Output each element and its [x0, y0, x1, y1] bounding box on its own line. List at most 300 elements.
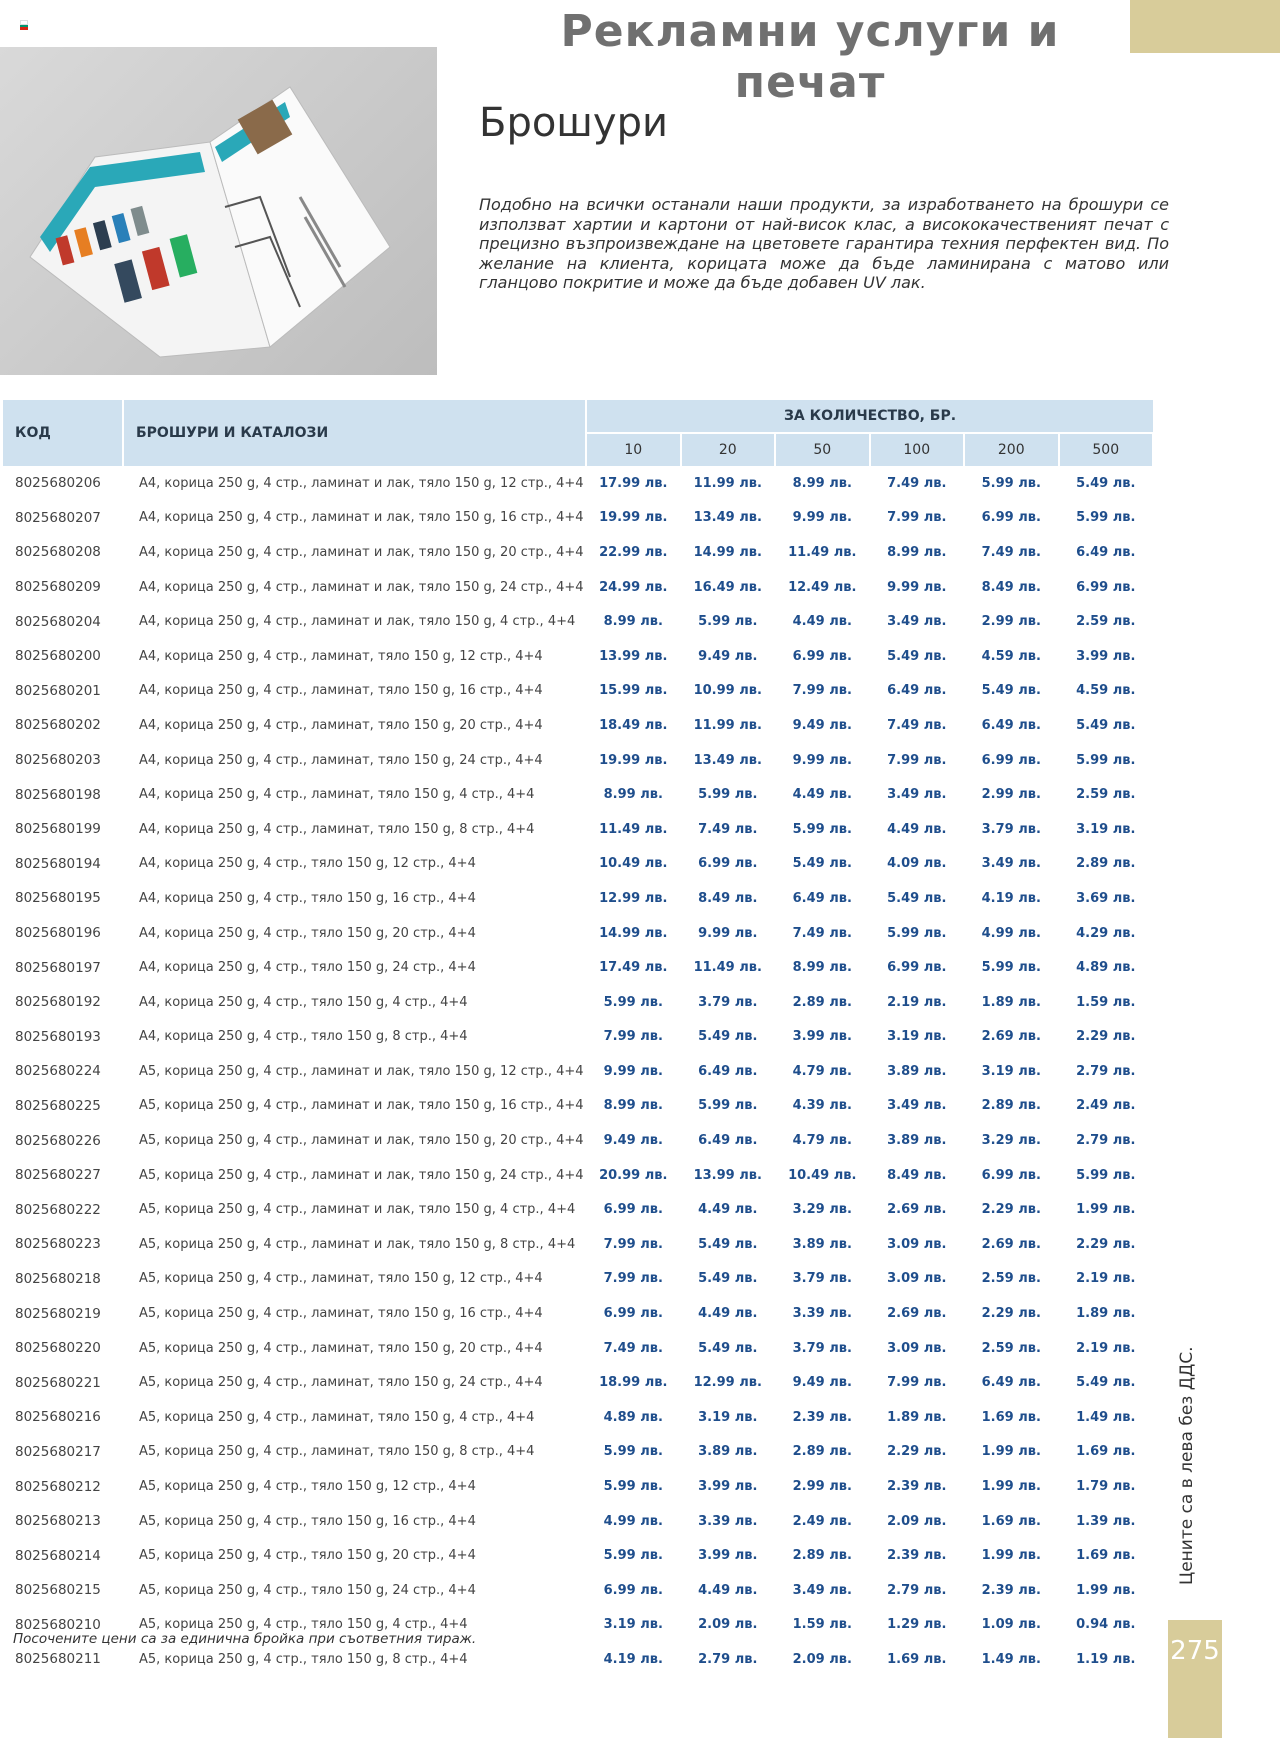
product-description: А4, корица 250 g, 4 стр., ламинат и лак, тяло 150 g, 16 стр., 4+4	[139, 510, 584, 526]
price-cell: 8.49 лв.	[981, 579, 1041, 595]
price-cell: 9.99 лв.	[603, 1063, 663, 1079]
flag-icon	[20, 20, 28, 28]
price-cell: 18.99 лв.	[599, 1375, 668, 1391]
price-cell: 6.99 лв.	[603, 1202, 663, 1218]
price-cell: 4.59 лв.	[1076, 683, 1136, 699]
price-cell: 12.99 лв.	[693, 1375, 762, 1391]
price-cell: 17.99 лв.	[599, 475, 668, 491]
column-header-name: БРОШУРИ И КАТАЛОЗИ	[123, 400, 586, 466]
product-description: А4, корица 250 g, 4 стр., тяло 150 g, 4 стр., 4+4	[139, 994, 468, 1010]
product-code: 8025680201	[15, 682, 101, 699]
table-row	[3, 1365, 1153, 1400]
price-cell: 2.79 лв.	[887, 1582, 947, 1598]
price-cell: 5.49 лв.	[1076, 717, 1136, 733]
price-cell: 2.29 лв.	[1076, 1236, 1136, 1252]
price-cell: 2.89 лв.	[981, 1098, 1041, 1114]
price-cell: 2.19 лв.	[1076, 1271, 1136, 1287]
price-cell: 4.49 лв.	[698, 1306, 758, 1322]
table-row	[3, 812, 1153, 847]
price-cell: 4.49 лв.	[698, 1582, 758, 1598]
price-cell: 3.19 лв.	[1076, 821, 1136, 837]
price-cell: 9.49 лв.	[603, 1133, 663, 1149]
price-cell: 10.49 лв.	[788, 1167, 857, 1183]
price-cell: 1.99 лв.	[1076, 1582, 1136, 1598]
price-cell: 9.49 лв.	[792, 1375, 852, 1391]
price-cell: 5.49 лв.	[792, 856, 852, 872]
price-cell: 5.49 лв.	[887, 648, 947, 664]
price-cell: 2.59 лв.	[1076, 787, 1136, 803]
price-cell: 2.29 лв.	[1076, 1029, 1136, 1045]
price-cell: 6.49 лв.	[1076, 544, 1136, 560]
product-description: А4, корица 250 g, 4 стр., ламинат и лак, тяло 150 g, 24 стр., 4+4	[139, 579, 584, 595]
price-cell: 4.99 лв.	[603, 1513, 663, 1529]
price-cell: 3.99 лв.	[1076, 648, 1136, 664]
price-cell: 5.49 лв.	[698, 1236, 758, 1252]
price-cell: 3.29 лв.	[981, 1133, 1041, 1149]
table-row	[3, 604, 1153, 639]
product-code: 8025680200	[15, 648, 101, 665]
price-cell: 4.29 лв.	[1076, 925, 1136, 941]
price-cell: 2.79 лв.	[698, 1651, 758, 1667]
price-cell: 22.99 лв.	[599, 544, 668, 560]
table-row	[3, 1089, 1153, 1124]
price-cell: 2.89 лв.	[792, 994, 852, 1010]
product-code: 8025680227	[15, 1167, 101, 1184]
price-cell: 7.99 лв.	[887, 1375, 947, 1391]
price-cell: 2.99 лв.	[981, 614, 1041, 630]
price-cell: 4.19 лв.	[981, 890, 1041, 906]
price-cell: 3.79 лв.	[981, 821, 1041, 837]
product-code: 8025680209	[15, 579, 101, 596]
price-cell: 2.39 лв.	[887, 1479, 947, 1495]
product-code: 8025680220	[15, 1340, 101, 1357]
price-cell: 16.49 лв.	[693, 579, 762, 595]
table-row	[3, 743, 1153, 778]
price-cell: 1.59 лв.	[792, 1617, 852, 1633]
price-cell: 3.99 лв.	[792, 1029, 852, 1045]
price-cell: 9.99 лв.	[792, 752, 852, 768]
price-cell: 6.99 лв.	[981, 1167, 1041, 1183]
product-description: А4, корица 250 g, 4 стр., ламинат, тяло 150 g, 4 стр., 4+4	[139, 787, 535, 803]
price-cell: 3.19 лв.	[698, 1409, 758, 1425]
price-cell: 7.49 лв.	[792, 925, 852, 941]
product-description: А5, корица 250 g, 4 стр., ламинат и лак, тяло 150 g, 16 стр., 4+4	[139, 1098, 584, 1114]
column-header-qty: 100	[870, 433, 965, 466]
product-description: А5, корица 250 g, 4 стр., ламинат, тяло 150 g, 24 стр., 4+4	[139, 1375, 543, 1391]
table-row	[3, 1469, 1153, 1504]
price-cell: 4.79 лв.	[792, 1133, 852, 1149]
price-cell: 4.49 лв.	[792, 787, 852, 803]
product-code: 8025680204	[15, 613, 101, 630]
column-header-qty: 10	[586, 433, 681, 466]
price-cell: 2.69 лв.	[887, 1202, 947, 1218]
price-cell: 3.09 лв.	[887, 1236, 947, 1252]
product-code: 8025680207	[15, 509, 101, 526]
price-cell: 4.59 лв.	[981, 648, 1041, 664]
product-description: А4, корица 250 g, 4 стр., тяло 150 g, 8 стр., 4+4	[139, 1029, 468, 1045]
table-row	[3, 777, 1153, 812]
price-cell: 6.99 лв.	[887, 960, 947, 976]
product-code: 8025680203	[15, 752, 101, 769]
table-row	[3, 1435, 1153, 1470]
price-cell: 8.99 лв.	[603, 614, 663, 630]
price-cell: 19.99 лв.	[599, 510, 668, 526]
price-cell: 7.49 лв.	[887, 717, 947, 733]
price-cell: 4.99 лв.	[981, 925, 1041, 941]
price-cell: 1.99 лв.	[981, 1548, 1041, 1564]
table-row	[3, 1262, 1153, 1297]
section-title: Брошури	[479, 100, 668, 146]
price-cell: 7.49 лв.	[603, 1340, 663, 1356]
price-cell: 7.99 лв.	[887, 752, 947, 768]
table-row	[3, 570, 1153, 605]
price-cell: 19.99 лв.	[599, 752, 668, 768]
price-cell: 8.99 лв.	[603, 1098, 663, 1114]
price-cell: 11.49 лв.	[693, 960, 762, 976]
product-description: А5, корица 250 g, 4 стр., ламинат и лак, тяло 150 g, 24 стр., 4+4	[139, 1167, 584, 1183]
price-cell: 8.99 лв.	[887, 544, 947, 560]
table-row	[3, 1054, 1153, 1089]
price-cell: 4.19 лв.	[603, 1651, 663, 1667]
price-cell: 5.49 лв.	[698, 1271, 758, 1287]
price-cell: 2.99 лв.	[792, 1479, 852, 1495]
product-code: 8025680193	[15, 1028, 101, 1045]
product-description: А4, корица 250 g, 4 стр., ламинат и лак, тяло 150 g, 12 стр., 4+4	[139, 475, 584, 491]
price-cell: 2.09 лв.	[792, 1651, 852, 1667]
price-cell: 1.69 лв.	[981, 1513, 1041, 1529]
price-cell: 3.99 лв.	[698, 1548, 758, 1564]
price-cell: 2.89 лв.	[1076, 856, 1136, 872]
price-cell: 3.49 лв.	[887, 1098, 947, 1114]
price-cell: 12.99 лв.	[599, 890, 668, 906]
product-code: 8025680214	[15, 1547, 101, 1564]
price-cell: 10.99 лв.	[693, 683, 762, 699]
price-cell: 9.99 лв.	[887, 579, 947, 595]
product-description: А4, корица 250 g, 4 стр., ламинат, тяло 150 g, 20 стр., 4+4	[139, 717, 543, 733]
product-description: А5, корица 250 g, 4 стр., ламинат, тяло 150 g, 16 стр., 4+4	[139, 1306, 543, 1322]
product-code: 8025680225	[15, 1097, 101, 1114]
price-cell: 2.09 лв.	[887, 1513, 947, 1529]
price-cell: 5.49 лв.	[1076, 475, 1136, 491]
price-cell: 4.39 лв.	[792, 1098, 852, 1114]
product-code: 8025680222	[15, 1201, 101, 1218]
price-cell: 1.59 лв.	[1076, 994, 1136, 1010]
price-cell: 7.99 лв.	[887, 510, 947, 526]
price-cell: 3.99 лв.	[698, 1479, 758, 1495]
price-cell: 5.99 лв.	[1076, 1167, 1136, 1183]
price-cell: 5.99 лв.	[698, 614, 758, 630]
price-cell: 5.99 лв.	[603, 1479, 663, 1495]
section-intro: Подобно на всички останали наши продукти, за изработването на брошури се използват хартии и картони от най-висок клас, а висококачественият печат с прецизно възпроизвеждане на цветовете гарантира техния перфектен вид. По желание на клиента, корицата може да бъде ламинирана с матово или гланцово покритие и може да бъде добавен UV лак.	[479, 195, 1169, 292]
price-cell: 14.99 лв.	[693, 544, 762, 560]
price-cell: 2.69 лв.	[887, 1306, 947, 1322]
price-cell: 7.99 лв.	[603, 1271, 663, 1287]
price-cell: 5.99 лв.	[603, 994, 663, 1010]
table-row	[3, 708, 1153, 743]
product-code: 8025680210	[15, 1616, 101, 1633]
price-cell: 18.49 лв.	[599, 717, 668, 733]
price-cell: 3.49 лв.	[887, 614, 947, 630]
price-cell: 7.49 лв.	[981, 544, 1041, 560]
price-cell: 3.09 лв.	[887, 1271, 947, 1287]
price-cell: 13.49 лв.	[693, 510, 762, 526]
product-code: 8025680215	[15, 1582, 101, 1599]
product-description: А5, корица 250 g, 4 стр., ламинат и лак, тяло 150 g, 8 стр., 4+4	[139, 1236, 576, 1252]
table-row	[3, 1642, 1153, 1677]
price-cell: 4.89 лв.	[603, 1409, 663, 1425]
price-cell: 3.89 лв.	[887, 1063, 947, 1079]
price-cell: 14.99 лв.	[599, 925, 668, 941]
vat-note: Цените са в лева без ДДС.	[1177, 1346, 1197, 1585]
price-cell: 8.49 лв.	[698, 890, 758, 906]
table-row	[3, 1123, 1153, 1158]
price-cell: 17.49 лв.	[599, 960, 668, 976]
price-cell: 7.99 лв.	[603, 1029, 663, 1045]
table-row	[3, 535, 1153, 570]
price-cell: 13.49 лв.	[693, 752, 762, 768]
price-cell: 6.49 лв.	[792, 890, 852, 906]
price-cell: 8.49 лв.	[887, 1167, 947, 1183]
price-cell: 2.39 лв.	[792, 1409, 852, 1425]
table-row	[3, 881, 1153, 916]
product-description: А4, корица 250 g, 4 стр., ламинат, тяло 150 g, 16 стр., 4+4	[139, 683, 543, 699]
price-cell: 0.94 лв.	[1076, 1617, 1136, 1633]
price-cell: 6.99 лв.	[981, 510, 1041, 526]
table-row	[3, 950, 1153, 985]
product-code: 8025680194	[15, 855, 101, 872]
price-cell: 11.99 лв.	[693, 475, 762, 491]
price-cell: 6.49 лв.	[698, 1133, 758, 1149]
table-row	[3, 1296, 1153, 1331]
price-cell: 24.99 лв.	[599, 579, 668, 595]
product-description: А5, корица 250 g, 4 стр., ламинат, тяло 150 g, 20 стр., 4+4	[139, 1340, 543, 1356]
product-description: А5, корица 250 g, 4 стр., ламинат, тяло 150 g, 12 стр., 4+4	[139, 1271, 543, 1287]
price-cell: 5.99 лв.	[1076, 510, 1136, 526]
table-row	[3, 1020, 1153, 1055]
price-cell: 4.49 лв.	[698, 1202, 758, 1218]
price-cell: 2.89 лв.	[792, 1548, 852, 1564]
column-header-code: КОД	[3, 400, 123, 466]
price-cell: 12.49 лв.	[788, 579, 857, 595]
price-cell: 6.49 лв.	[887, 683, 947, 699]
price-cell: 6.49 лв.	[698, 1063, 758, 1079]
price-cell: 5.49 лв.	[1076, 1375, 1136, 1391]
table-row	[3, 639, 1153, 674]
price-cell: 3.79 лв.	[792, 1271, 852, 1287]
price-cell: 13.99 лв.	[693, 1167, 762, 1183]
price-cell: 1.99 лв.	[981, 1444, 1041, 1460]
price-cell: 6.99 лв.	[603, 1582, 663, 1598]
price-cell: 2.49 лв.	[1076, 1098, 1136, 1114]
price-cell: 3.39 лв.	[792, 1306, 852, 1322]
price-cell: 9.49 лв.	[698, 648, 758, 664]
price-cell: 2.09 лв.	[698, 1617, 758, 1633]
price-table	[3, 400, 1154, 1677]
table-row	[3, 1400, 1153, 1435]
price-cell: 2.99 лв.	[981, 787, 1041, 803]
price-cell: 5.99 лв.	[792, 821, 852, 837]
column-header-qty: 20	[681, 433, 776, 466]
price-cell: 2.79 лв.	[1076, 1063, 1136, 1079]
product-description: А5, корица 250 g, 4 стр., ламинат, тяло 150 g, 4 стр., 4+4	[139, 1409, 535, 1425]
product-code: 8025680219	[15, 1305, 101, 1322]
product-description: А5, корица 250 g, 4 стр., тяло 150 g, 16 стр., 4+4	[139, 1513, 476, 1529]
product-code: 8025680195	[15, 890, 101, 907]
price-cell: 3.89 лв.	[887, 1133, 947, 1149]
price-cell: 7.99 лв.	[792, 683, 852, 699]
product-code: 8025680202	[15, 717, 101, 734]
price-cell: 4.49 лв.	[887, 821, 947, 837]
product-code: 8025680206	[15, 475, 101, 492]
price-cell: 8.99 лв.	[603, 787, 663, 803]
table-row	[3, 1158, 1153, 1193]
table-row	[3, 1538, 1153, 1573]
price-cell: 1.09 лв.	[981, 1617, 1041, 1633]
price-cell: 2.69 лв.	[981, 1029, 1041, 1045]
price-cell: 3.49 лв.	[887, 787, 947, 803]
product-description: А5, корица 250 g, 4 стр., тяло 150 g, 20 стр., 4+4	[139, 1548, 476, 1564]
price-cell: 1.19 лв.	[1076, 1651, 1136, 1667]
price-cell: 1.39 лв.	[1076, 1513, 1136, 1529]
table-row	[3, 985, 1153, 1020]
price-cell: 3.69 лв.	[1076, 890, 1136, 906]
column-header-qty: 500	[1059, 433, 1154, 466]
footnote: Посочените цени са за единична бройка при съответния тираж.	[13, 1631, 477, 1647]
product-description: А4, корица 250 g, 4 стр., тяло 150 g, 12 стр., 4+4	[139, 856, 476, 872]
price-cell: 3.39 лв.	[698, 1513, 758, 1529]
price-cell: 6.99 лв.	[792, 648, 852, 664]
product-description: А4, корица 250 g, 4 стр., ламинат и лак, тяло 150 g, 4 стр., 4+4	[139, 614, 576, 630]
price-cell: 3.19 лв.	[887, 1029, 947, 1045]
product-description: А4, корица 250 g, 4 стр., тяло 150 g, 16 стр., 4+4	[139, 890, 476, 906]
price-cell: 6.49 лв.	[981, 717, 1041, 733]
price-cell: 1.89 лв.	[1076, 1306, 1136, 1322]
product-description: А4, корица 250 g, 4 стр., ламинат и лак, тяло 150 g, 20 стр., 4+4	[139, 544, 584, 560]
product-description: А4, корица 250 g, 4 стр., ламинат, тяло 150 g, 24 стр., 4+4	[139, 752, 543, 768]
product-description: А5, корица 250 g, 4 стр., тяло 150 g, 8 стр., 4+4	[139, 1651, 468, 1667]
price-cell: 6.99 лв.	[1076, 579, 1136, 595]
price-cell: 2.79 лв.	[1076, 1133, 1136, 1149]
header-accent-tab	[1130, 0, 1280, 53]
price-cell: 1.69 лв.	[1076, 1444, 1136, 1460]
price-cell: 3.79 лв.	[698, 994, 758, 1010]
price-cell: 13.99 лв.	[599, 648, 668, 664]
price-cell: 5.99 лв.	[603, 1444, 663, 1460]
price-cell: 2.69 лв.	[981, 1236, 1041, 1252]
price-cell: 3.89 лв.	[792, 1236, 852, 1252]
price-cell: 10.49 лв.	[599, 856, 668, 872]
price-cell: 7.49 лв.	[698, 821, 758, 837]
product-description: А5, корица 250 g, 4 стр., ламинат, тяло 150 g, 8 стр., 4+4	[139, 1444, 535, 1460]
price-cell: 3.29 лв.	[792, 1202, 852, 1218]
price-cell: 2.59 лв.	[981, 1271, 1041, 1287]
price-cell: 3.19 лв.	[981, 1063, 1041, 1079]
price-cell: 2.29 лв.	[981, 1306, 1041, 1322]
table-row	[3, 847, 1153, 882]
product-code: 8025680226	[15, 1132, 101, 1149]
product-code: 8025680196	[15, 925, 101, 942]
product-code: 8025680224	[15, 1063, 101, 1080]
product-code: 8025680216	[15, 1409, 101, 1426]
price-cell: 3.89 лв.	[698, 1444, 758, 1460]
price-cell: 3.09 лв.	[887, 1340, 947, 1356]
price-cell: 1.79 лв.	[1076, 1479, 1136, 1495]
product-code: 8025680212	[15, 1478, 101, 1495]
price-cell: 6.49 лв.	[981, 1375, 1041, 1391]
price-cell: 9.99 лв.	[792, 510, 852, 526]
product-description: А5, корица 250 g, 4 стр., ламинат и лак, тяло 150 g, 12 стр., 4+4	[139, 1063, 584, 1079]
table-row	[3, 466, 1153, 501]
table-row	[3, 1331, 1153, 1366]
price-cell: 5.99 лв.	[981, 475, 1041, 491]
brochure-photo	[0, 47, 437, 375]
page-header-title: Рекламни услуги и печат	[560, 6, 1060, 108]
product-code: 8025680218	[15, 1270, 101, 1287]
product-code: 8025680223	[15, 1236, 101, 1253]
product-description: А5, корица 250 g, 4 стр., ламинат и лак, тяло 150 g, 4 стр., 4+4	[139, 1202, 576, 1218]
product-description: А5, корица 250 g, 4 стр., тяло 150 g, 12 стр., 4+4	[139, 1479, 476, 1495]
table-row	[3, 501, 1153, 536]
price-cell: 5.49 лв.	[698, 1340, 758, 1356]
product-code: 8025680211	[15, 1651, 101, 1668]
price-cell: 4.89 лв.	[1076, 960, 1136, 976]
price-cell: 1.99 лв.	[1076, 1202, 1136, 1218]
price-cell: 1.99 лв.	[981, 1479, 1041, 1495]
price-cell: 7.49 лв.	[887, 475, 947, 491]
price-cell: 6.99 лв.	[603, 1306, 663, 1322]
product-description: А5, корица 250 g, 4 стр., тяло 150 g, 24 стр., 4+4	[139, 1582, 476, 1598]
column-header-quantity: ЗА КОЛИЧЕСТВО, БР.	[586, 400, 1153, 433]
price-cell: 20.99 лв.	[599, 1167, 668, 1183]
price-cell: 3.19 лв.	[603, 1617, 663, 1633]
price-cell: 4.49 лв.	[792, 614, 852, 630]
product-code: 8025680217	[15, 1443, 101, 1460]
product-description: А4, корица 250 g, 4 стр., ламинат, тяло 150 g, 8 стр., 4+4	[139, 821, 535, 837]
price-cell: 7.99 лв.	[603, 1236, 663, 1252]
price-cell: 5.49 лв.	[981, 683, 1041, 699]
product-code: 8025680198	[15, 786, 101, 803]
price-cell: 5.99 лв.	[698, 1098, 758, 1114]
price-cell: 2.19 лв.	[887, 994, 947, 1010]
price-cell: 11.49 лв.	[599, 821, 668, 837]
price-cell: 6.99 лв.	[698, 856, 758, 872]
price-cell: 2.39 лв.	[981, 1582, 1041, 1598]
price-cell: 5.99 лв.	[1076, 752, 1136, 768]
price-cell: 9.49 лв.	[792, 717, 852, 733]
price-cell: 2.89 лв.	[792, 1444, 852, 1460]
product-description: А4, корица 250 g, 4 стр., тяло 150 g, 24 стр., 4+4	[139, 960, 476, 976]
column-header-qty: 200	[964, 433, 1059, 466]
price-cell: 11.49 лв.	[788, 544, 857, 560]
table-row	[3, 1192, 1153, 1227]
price-cell: 2.59 лв.	[981, 1340, 1041, 1356]
price-cell: 5.99 лв.	[603, 1548, 663, 1564]
price-cell: 1.89 лв.	[981, 994, 1041, 1010]
price-cell: 3.79 лв.	[792, 1340, 852, 1356]
price-cell: 2.59 лв.	[1076, 614, 1136, 630]
product-description: А5, корица 250 g, 4 стр., тяло 150 g, 4 стр., 4+4	[139, 1617, 468, 1633]
product-code: 8025680213	[15, 1513, 101, 1530]
product-code: 8025680199	[15, 821, 101, 838]
table-row	[3, 916, 1153, 951]
price-cell: 2.29 лв.	[887, 1444, 947, 1460]
price-cell: 8.99 лв.	[792, 960, 852, 976]
price-cell: 11.99 лв.	[693, 717, 762, 733]
price-cell: 1.69 лв.	[887, 1651, 947, 1667]
price-cell: 5.99 лв.	[698, 787, 758, 803]
table-row	[3, 1504, 1153, 1539]
product-code: 8025680197	[15, 959, 101, 976]
